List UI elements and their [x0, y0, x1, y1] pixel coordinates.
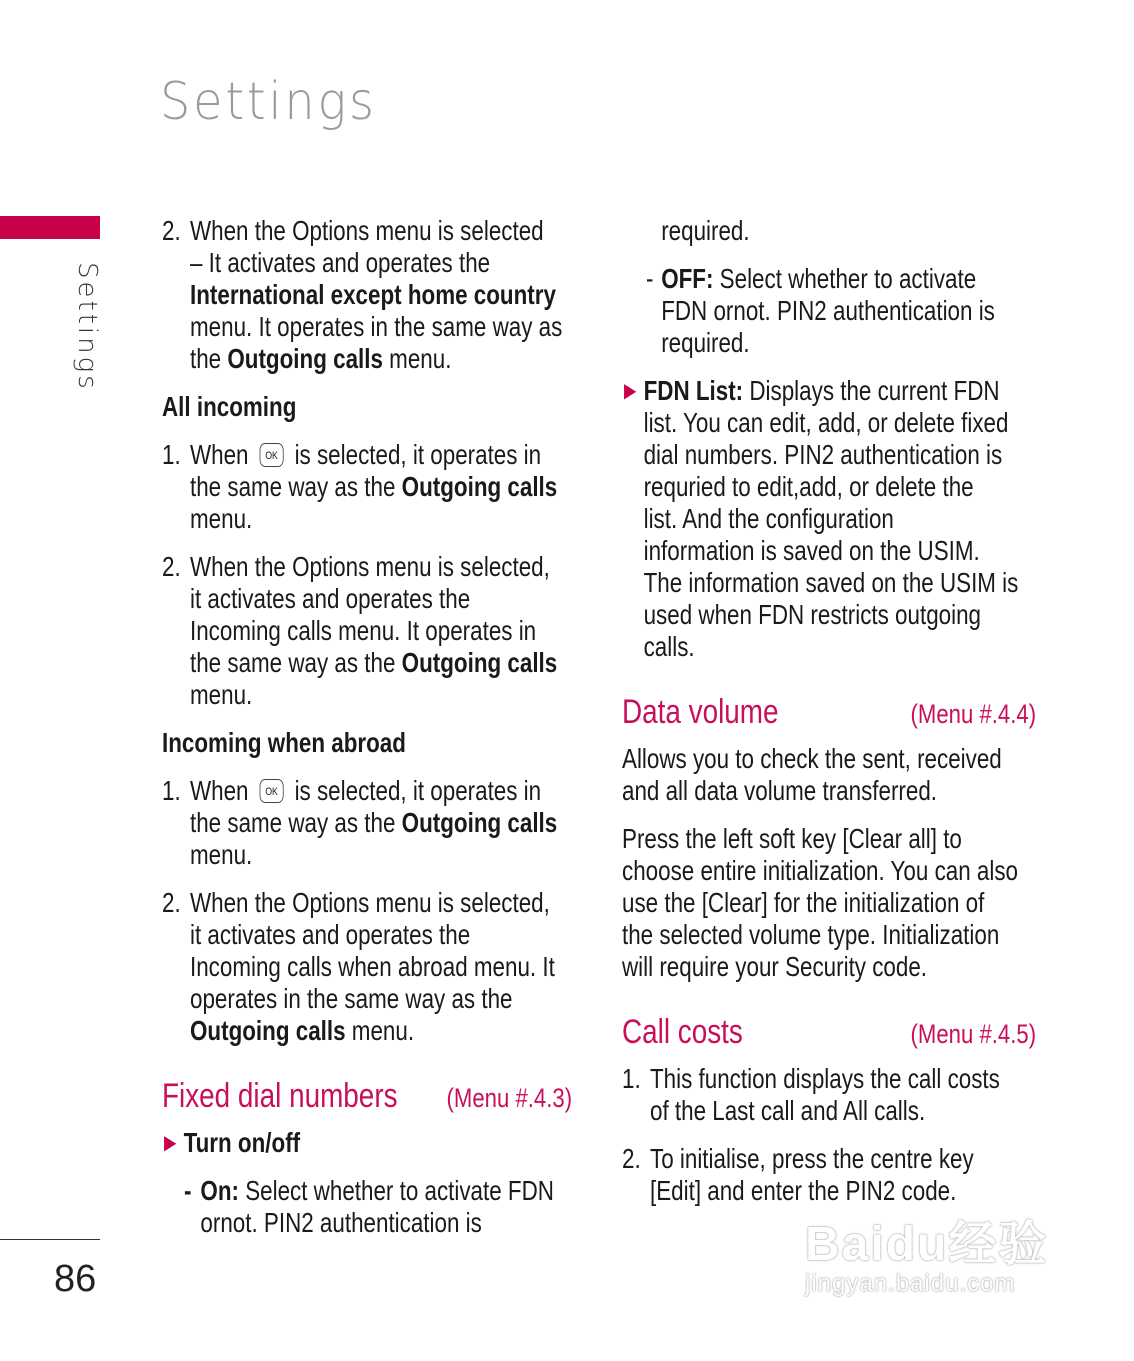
right-column — [622, 215, 1036, 1223]
text-block — [622, 263, 1036, 359]
section-title: Call costs — [622, 1013, 743, 1051]
bullet-arrow-icon: ▶ — [624, 380, 637, 402]
section-title: Fixed dial numbers — [162, 1077, 398, 1115]
text-block — [622, 215, 1036, 247]
watermark-url: jingyan.baidu.com — [805, 1270, 1016, 1297]
text-line: Incoming calls menu. It operates in — [190, 615, 537, 646]
bold-term: Outgoing calls — [401, 471, 558, 502]
list-marker: 2. — [162, 887, 181, 918]
text-block — [622, 743, 1036, 807]
section-tab-marker — [0, 216, 100, 239]
text-block — [622, 1063, 1036, 1127]
bold-term: FDN List: — [643, 375, 744, 406]
ok-key-icon: OK — [260, 443, 284, 467]
text-block — [162, 215, 572, 375]
text-line: ornot. PIN2 authentication is — [200, 1207, 482, 1238]
text-block — [162, 439, 572, 535]
text-line: menu. — [190, 679, 253, 710]
text-segment: When — [190, 775, 255, 806]
text-line: required. — [661, 327, 750, 358]
text-segment: menu. — [345, 1015, 415, 1046]
text-segment: the same way as the — [190, 647, 402, 678]
text-segment: menu. — [382, 343, 452, 374]
page-number: 86 — [54, 1258, 97, 1300]
text-line: [Edit] and enter the PIN2 code. — [650, 1175, 957, 1206]
bold-term: On: — [200, 1175, 239, 1206]
text-line: menu. — [190, 839, 253, 870]
text-line — [162, 279, 556, 311]
text-line — [162, 471, 558, 503]
text-line: it activates and operates the — [190, 919, 471, 950]
text-segment: Displays the current FDN — [743, 375, 1000, 406]
text-line — [162, 343, 490, 375]
text-block — [162, 775, 572, 871]
text-line: dial numbers. PIN2 authentication is — [643, 439, 1003, 470]
text-line: menu. — [190, 503, 253, 534]
list-marker: 1. — [162, 439, 181, 470]
text-line — [162, 1127, 490, 1159]
text-segment: When — [190, 439, 255, 470]
text-line: requried to edit,add, or delete the — [643, 471, 974, 502]
text-line: calls. — [643, 631, 695, 662]
text-line: All incoming — [162, 391, 297, 422]
text-line — [162, 1175, 554, 1207]
list-marker: - — [184, 1175, 192, 1206]
text-line: Incoming calls when abroad menu. It — [190, 951, 555, 982]
text-line: required. — [661, 215, 750, 246]
text-segment: Select whether to activate FDN — [238, 1175, 554, 1206]
bold-term: Outgoing calls — [190, 1015, 346, 1046]
list-marker: 1. — [622, 1063, 641, 1094]
text-line: list. You can edit, add, or delete fixed — [643, 407, 1009, 438]
bold-term: Turn on/off — [183, 1127, 301, 1158]
section-title: Data volume — [622, 693, 779, 731]
text-line: choose entire initialization. You can also — [622, 855, 1019, 886]
text-line: Incoming when abroad — [162, 727, 406, 758]
section-heading — [622, 693, 1036, 731]
list-marker: 1. — [162, 775, 181, 806]
text-segment: is selected, it operates in — [288, 775, 542, 806]
text-line: will require your Security code. — [622, 951, 928, 982]
menu-reference: (Menu #.4.4) — [910, 699, 1036, 729]
text-line: To initialise, press the centre key — [650, 1143, 974, 1174]
text-block — [622, 823, 1036, 983]
text-line: and all data volume transferred. — [622, 775, 938, 806]
footer-divider — [0, 1239, 100, 1240]
text-line: This function displays the call costs — [650, 1063, 1000, 1094]
text-line: – It activates and operates the — [190, 247, 491, 278]
bold-term: International except home country — [190, 279, 556, 310]
text-line: list. And the configuration — [643, 503, 894, 534]
text-line: FDN ornot. PIN2 authentication is — [661, 295, 995, 326]
subheading — [162, 727, 572, 759]
menu-reference: (Menu #.4.5) — [910, 1019, 1036, 1049]
text-segment: the same way as the — [190, 471, 402, 502]
text-line: it activates and operates the — [190, 583, 471, 614]
text-line: used when FDN restricts outgoing — [643, 599, 981, 630]
text-line: of the Last call and All calls. — [650, 1095, 926, 1126]
list-marker: 2. — [622, 1143, 641, 1174]
bold-term: Outgoing calls — [401, 807, 558, 838]
text-line: operates in the same way as the — [190, 983, 513, 1014]
side-section-label: Settings — [72, 262, 102, 392]
text-segment: the same way as the — [190, 807, 402, 838]
text-block — [622, 375, 1036, 663]
text-block — [162, 551, 572, 711]
text-line: The information saved on the USIM is — [643, 567, 1019, 598]
text-line — [622, 375, 1000, 407]
text-line: Allows you to check the sent, received — [622, 743, 1002, 774]
text-line: Press the left soft key [Clear all] to — [622, 823, 962, 854]
list-marker: - — [646, 263, 654, 294]
list-marker: 2. — [162, 551, 181, 582]
left-column — [162, 215, 572, 1255]
text-block — [622, 1143, 1036, 1207]
text-line: menu. It operates in the same way as — [190, 311, 563, 342]
bullet-arrow-icon: ▶ — [164, 1132, 177, 1154]
bold-term: Outgoing calls — [227, 343, 383, 374]
text-line: When the Options menu is selected, — [190, 551, 550, 582]
list-marker: 2. — [162, 215, 181, 246]
bold-term: OFF: — [661, 263, 714, 294]
text-segment: is selected, it operates in — [288, 439, 542, 470]
watermark-logo: Baidu经验 — [805, 1218, 1049, 1271]
bold-term: Outgoing calls — [401, 647, 558, 678]
text-line — [162, 807, 558, 839]
text-line — [162, 775, 542, 807]
text-line: When the Options menu is selected, — [190, 887, 550, 918]
text-line: When the Options menu is selected — [190, 215, 544, 246]
menu-reference: (Menu #.4.3) — [446, 1083, 572, 1113]
text-line — [622, 263, 977, 295]
text-line: use the [Clear] for the initialization of — [622, 887, 985, 918]
text-line — [162, 439, 542, 471]
section-heading — [622, 1013, 1036, 1051]
text-line — [162, 647, 558, 679]
text-block — [162, 1127, 572, 1159]
text-line — [162, 1015, 490, 1047]
text-segment: the — [190, 343, 228, 374]
section-heading — [162, 1077, 572, 1115]
text-line: information is saved on the USIM. — [643, 535, 980, 566]
page-title: Settings — [160, 72, 377, 132]
text-block — [162, 887, 572, 1047]
ok-key-icon: OK — [260, 779, 284, 803]
subheading — [162, 391, 572, 423]
text-segment: Select whether to activate — [713, 263, 977, 294]
text-block — [162, 1175, 572, 1239]
text-line: the selected volume type. Initialization — [622, 919, 1000, 950]
